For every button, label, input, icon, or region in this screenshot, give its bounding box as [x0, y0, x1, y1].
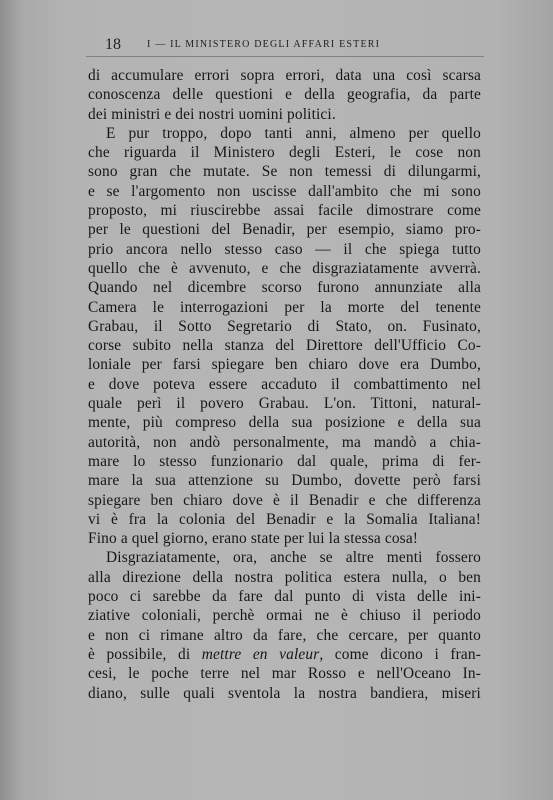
text-line: poco ci sarebbe da fare dal punto di vista delle ini-	[88, 588, 481, 606]
text-line: ziative coloniali, perchè ormai ne è chiuso il periodo	[88, 607, 481, 625]
page-number: 18	[105, 36, 121, 53]
text-line: quello che è avvenuto, e che disgraziatamente avverrà.	[88, 259, 481, 277]
text-line: mare lo stesso funzionario dal quale, prima di fer-	[88, 452, 481, 470]
text-line: spiegare ben chiaro dove è il Benadir e che differenza	[88, 491, 481, 509]
text-line: dei ministri e dei nostri uomini politici.	[88, 105, 336, 123]
text-line: vi è fra la colonia del Benadir e la Somalia Italiana!	[88, 510, 481, 528]
text-line: Grabau, il Sotto Segretario di Stato, on. Fusinato,	[88, 317, 481, 335]
text-line: conoscenza delle questioni e della geografia, da parte	[88, 86, 481, 104]
text-line: diano, sulle quali sventola la nostra bandiera, miseri	[88, 684, 481, 702]
text-line: E pur troppo, dopo tanti anni, almeno per quello	[106, 124, 481, 142]
text-line: e dove poteva essere accaduto il combattimento nel	[88, 375, 481, 393]
text-line: e se l'argomento non uscisse dall'ambito che mi sono	[88, 182, 481, 200]
text-line: Camera le interrogazioni per la morte del tenente	[88, 298, 481, 316]
text-line: mente, più compreso della sua posizione e della sua	[88, 414, 481, 432]
page-header	[105, 36, 485, 54]
text-line: Fino a quel giorno, erano state per lui la stessa cosa!	[88, 530, 419, 548]
text-line: cesi, le poche terre nel mar Rosso e nell'Oceano In-	[88, 665, 481, 683]
text-line: quale perì il povero Grabau. L'on. Tittoni, natural-	[88, 395, 481, 413]
text-line: e non ci rimane altro da fare, che cercare, per quanto	[88, 626, 481, 644]
header-rule	[86, 56, 484, 57]
text-line: mare la sua attenzione su Dumbo, dovette però farsi	[88, 472, 481, 490]
text-line: corse subito nella stanza del Direttore dell'Ufficio Co-	[88, 337, 481, 355]
text-line: per le questioni del Benadir, per esempio, siamo pro-	[88, 221, 481, 239]
text-line: sono gran che mutate. Se non temessi di dilungarmi,	[88, 163, 481, 181]
text-line: Quando nel dicembre scorso furono annunziate alla	[88, 279, 481, 297]
text-line: è possibile, di mettre en valeur, come dicono i fran-	[88, 645, 481, 663]
text-line: autorità, non andò personalmente, ma mandò a chia-	[88, 433, 481, 451]
text-line: proposto, mi riuscirebbe assai facile dimostrare come	[88, 202, 481, 220]
running-head: I — IL MINISTERO DEGLI AFFARI ESTERI	[147, 39, 381, 50]
text-line: alla direzione della nostra politica estera nulla, o ben	[88, 568, 481, 586]
text-line: che riguarda il Ministero degli Esteri, le cose non	[88, 144, 481, 162]
text-line: di accumulare errori sopra errori, data una così scarsa	[88, 67, 481, 84]
body-text	[88, 66, 481, 703]
text-line: Disgraziatamente, ora, anche se altre menti fossero	[106, 549, 481, 567]
text-line: loniale per farsi spiegare ben chiaro dove era Dumbo,	[88, 356, 481, 374]
text-line: prio ancora nello stesso caso — il che spiega tutto	[88, 240, 481, 258]
